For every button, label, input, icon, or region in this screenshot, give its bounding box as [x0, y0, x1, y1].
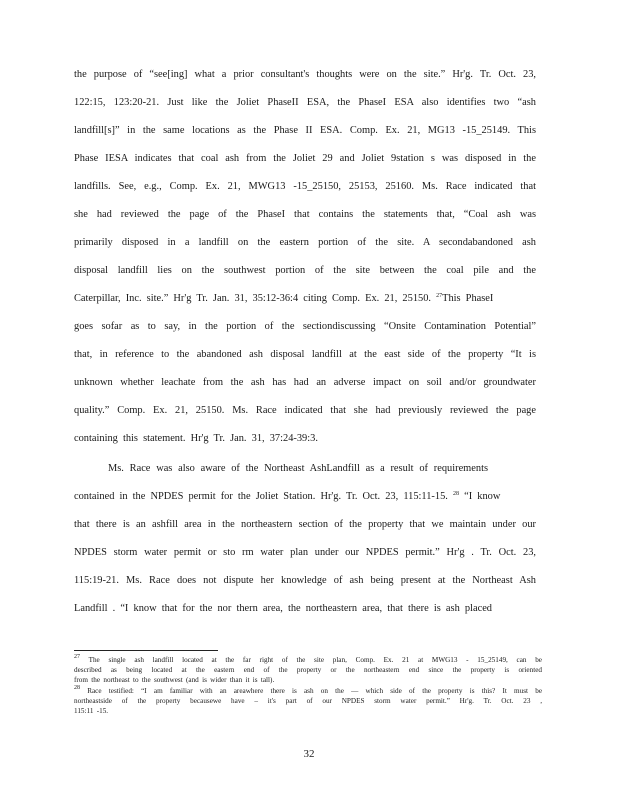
body-line: goes sofar as to say, in the portion of the sectiondiscussing “Onsite Contamination Potential” — [74, 321, 536, 332]
footnote-separator — [74, 650, 218, 651]
body-line: containing this statement. Hr'g Tr. Jan. 31, 37:24-39:3. — [74, 433, 318, 444]
footnote-number-28: 28 — [74, 685, 80, 691]
body-line: that, in reference to the abandoned ash disposal landfill at the east side of the property “It is — [74, 349, 536, 360]
paragraph-first-line: Ms. Race was also aware of the Northeast AshLandfill as a result of requirements — [108, 463, 488, 474]
body-line: unknown whether leachate from the ash has had an adverse impact on soil and/or groundwater — [74, 377, 536, 388]
footnote-28-line: northeastside of the property becausewe have – it's part of our NPDES storm water permit.” Hr'g. Tr. Oct. 23 , — [74, 697, 542, 705]
body-line-with-footnote — [74, 490, 536, 504]
footnote-28-line — [74, 687, 542, 697]
footnote-ref-27: 27 — [436, 293, 443, 299]
footnote-ref-28: 28 — [452, 491, 459, 497]
body-line-tail: “I know — [464, 491, 501, 502]
body-line: that there is an ashfill area in the northeastern section of the property that we maintain under our — [74, 519, 536, 530]
body-line: landfills. See, e.g., Comp. Ex. 21, MWG13 -15_25150, 25153, 25160. Ms. Race indicated that — [74, 181, 536, 192]
body-line-text: contained in the NPDES permit for the Joliet Station. Hr'g. Tr. Oct. 23, 115:11-15. — [74, 491, 448, 502]
body-line: 122:15, 123:20-21. Just like the Joliet PhaseII ESA, the PhaseI ESA also identifies two “ash — [74, 97, 536, 108]
body-line: primarily disposed in a landfill on the eastern portion of the site. A secondabandoned ash — [74, 237, 536, 248]
body-line-with-footnote — [74, 292, 536, 306]
footnote-text: The single ash landfill located at the far right of the site plan, Comp. Ex. 21 at MWG13 - 15_25149, can be — [88, 656, 542, 664]
body-line: NPDES storm water permit or sto rm water plan under our NPDES permit.” Hr'g . Tr. Oct. 23, — [74, 547, 536, 558]
body-line: the purpose of “see[ing] what a prior consultant's thoughts were on the site.” Hr'g. Tr. Oct. 23, — [74, 69, 536, 80]
footnote-number-27: 27 — [74, 654, 80, 660]
footnote-27-line: described as being located at the eastern end of the property or the northeastern end since the property is oriented — [74, 666, 542, 674]
body-line: she had reviewed the page of the PhaseI that contains the statements that, “Coal ash was — [74, 209, 536, 220]
page-number: 32 — [303, 748, 315, 760]
body-line-text: Caterpillar, Inc. site.” Hr'g Tr. Jan. 31, 35:12-36:4 citing Comp. Ex. 21, 25150. — [74, 293, 431, 304]
body-line: Phase IESA indicates that coal ash from the Joliet 29 and Joliet 9station s was disposed in the — [74, 153, 536, 164]
footnote-27-line: from the northeast to the southwest (and is wider than it is tall). — [74, 676, 275, 684]
footnote-28-line: 115:11 -15. — [74, 707, 109, 715]
footnote-text: Race testified: “I am familiar with an areawhere there is ash on the — which side of the property is this? It must be — [87, 687, 543, 695]
body-line: quality.” Comp. Ex. 21, 25150. Ms. Race indicated that she had previously reviewed the page — [74, 405, 536, 416]
body-line: landfill[s]” in the same locations as the Phase II ESA. Comp. Ex. 21, MG13 -15_25149. This — [74, 125, 536, 136]
body-line-tail: This PhaseI — [442, 293, 494, 304]
footnote-27-line — [74, 656, 542, 666]
body-line: 115:19-21. Ms. Race does not dispute her knowledge of ash being present at the Northeast Ash — [74, 575, 536, 586]
body-line: Landfill . “I know that for the nor thern area, the northeastern area, that there is ash placed — [74, 603, 492, 614]
body-line: disposal landfill lies on the southwest portion of the site between the coal pile and the — [74, 265, 536, 276]
